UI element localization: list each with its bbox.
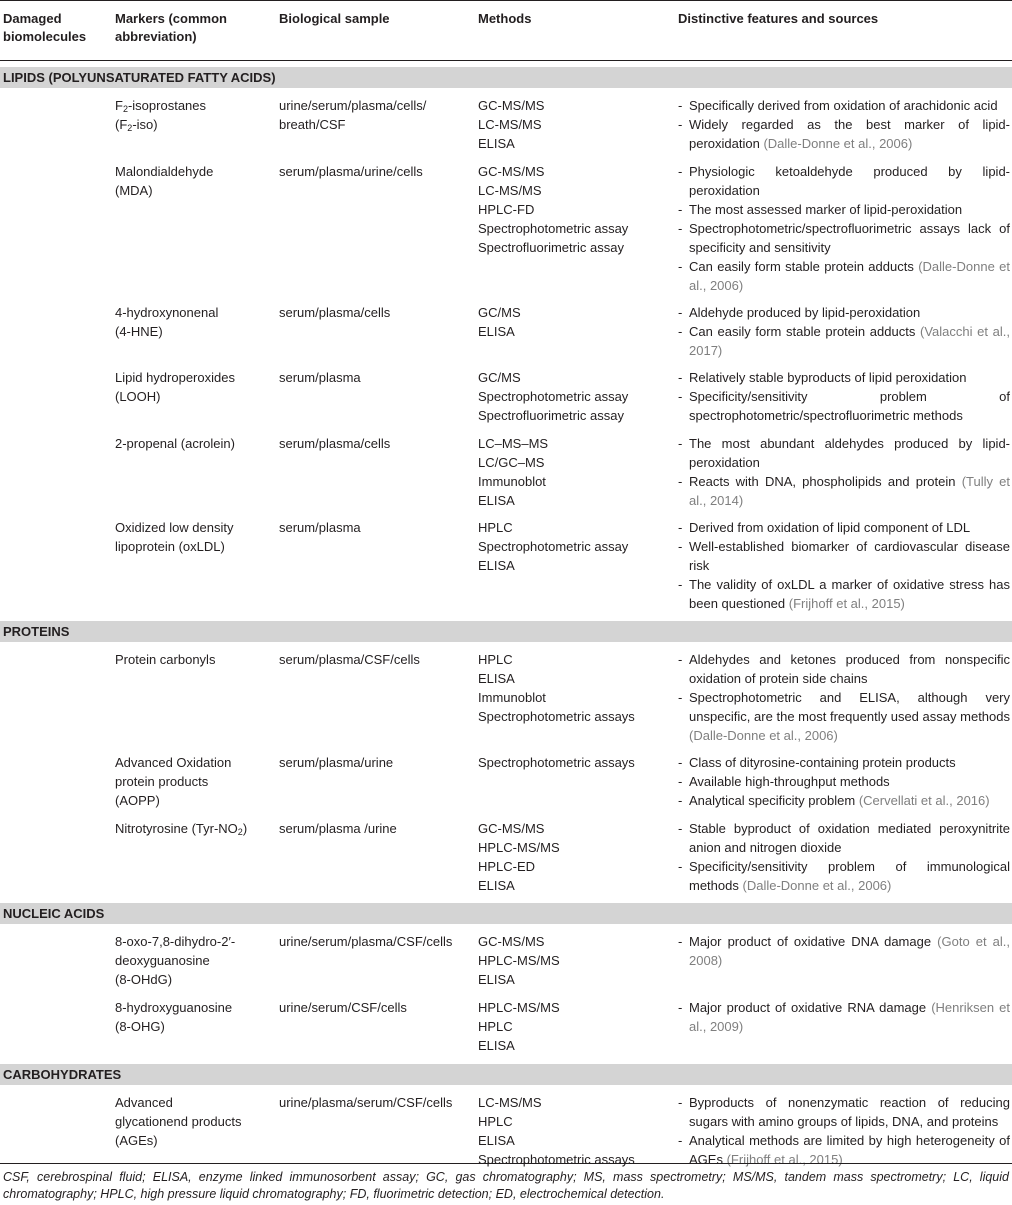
sample-cell: serum/plasma/urine [279,755,394,770]
method-item: GC/MS [478,370,521,385]
citation-link[interactable]: (Tully et al., 2014) [689,474,1011,508]
feature-text: Reacts with DNA, phospholipids and protein [689,474,956,489]
method-item: HPLC-ED [478,859,536,874]
citation-link[interactable]: (Dalle-Donne et al., 2006) [689,728,838,743]
marker-line: deoxyguanosine [115,953,210,968]
feature-item: - Relatively stable byproducts of lipid peroxidation [678,370,967,385]
method-item: Spectrofluorimetric assay [478,240,624,255]
sample-cell: serum/plasma [279,370,361,385]
citation-link[interactable]: (Dalle-Donne et al., 2006) [763,136,913,151]
feature-item: - Available high-throughput methods [678,774,890,789]
feature-text: Aldehyde produced by lipid-peroxidation [689,305,921,320]
marker-cell [115,932,275,989]
method-item: GC/MS [478,305,521,320]
method-item: ELISA [478,878,515,893]
method-item: Spectrophotometric assay [478,221,629,236]
method-item: ELISA [478,324,515,339]
method-item: ELISA [478,1038,515,1053]
method-item: HPLC-MS/MS [478,953,560,968]
sample-cell: urine/serum/plasma/cells/ breath/CSF [279,98,427,132]
method-item: HPLC [478,652,513,667]
feature-text: Can easily form stable protein adducts [689,259,914,274]
marker-line: 4-hydroxynonenal [115,305,219,320]
sample-cell: urine/serum/plasma/CSF/cells [279,934,453,949]
features-cell [678,819,1010,895]
table-row [0,650,1012,753]
sample-cell: serum/plasma/urine/cells [279,164,423,179]
marker-line: protein products [115,774,209,789]
feature-text: Spectrophotometric and ELISA, although very unspecific, are the most frequently used assay methods [689,690,1010,724]
header-methods: Methods [478,11,532,26]
method-item: ELISA [478,1133,515,1148]
marker-cell [115,303,275,341]
method-item: Spectrophotometric assays [478,755,635,770]
method-item: HPLC [478,1019,513,1034]
feature-item: - Spectrophotometric and ELISA, although very unspecific, are the most frequently used assay methods (Dalle-Donne et al., 2006) [678,690,1010,743]
marker-line: (MDA) [115,183,153,198]
section-heading: NUCLEIC ACIDS [0,903,1012,924]
table-row [0,819,1012,903]
table-row [0,932,1012,998]
features-cell [678,650,1010,745]
feature-text: Spectrophotometric/spectrofluorimetric assays lack of specificity and sensitivity [689,221,1010,255]
marker-line: (8-OHdG) [115,972,173,987]
feature-text: Major product of oxidative RNA damage [689,1000,927,1015]
feature-item: - Spectrophotometric/spectrofluorimetric assays lack of specificity and sensitivity [678,221,1010,255]
table-row [0,303,1012,368]
features-cell [678,1093,1010,1169]
method-item: HPLC [478,520,513,535]
features-cell [678,753,1010,810]
feature-item: - Widely regarded as the best marker of lipid-peroxidation (Dalle-Donne et al., 2006) [678,117,1010,151]
method-item: GC-MS/MS [478,164,545,179]
marker-line: $(F_2-iso)$ [115,117,158,133]
feature-text: Relatively stable byproducts of lipid peroxidation [689,370,967,385]
methods-cell [478,998,668,1055]
features-cell [678,998,1010,1036]
methods-cell [478,368,668,425]
feature-text: Major product of oxidative DNA damage [689,934,932,949]
citation-link[interactable]: (Valacchi et al., 2017) [689,324,1010,358]
method-item: HPLC [478,1114,513,1129]
table-row [0,368,1012,434]
feature-text: Byproducts of nonenzymatic reaction of reducing sugars with amino groups of lipids, DNA, and proteins [689,1095,1010,1129]
marker-line: $F_2$-isoprostanes [115,98,207,114]
method-item: LC/GC–MS [478,455,545,470]
section-heading: LIPIDS (POLYUNSATURATED FATTY ACIDS) [0,67,1012,88]
feature-text: Available high-throughput methods [689,774,890,789]
method-item: LC-MS/MS [478,1095,542,1110]
table-row [0,518,1012,621]
marker-line: Oxidized low density [115,520,234,535]
method-item: Spectrophotometric assay [478,539,629,554]
features-cell [678,434,1010,510]
methods-cell [478,96,668,153]
citation-link[interactable]: (Frijhoff et al., 2015) [726,1152,843,1167]
feature-text: Analytical specificity problem [689,793,856,808]
citation-link[interactable]: (Cervellati et al., 2016) [858,793,990,808]
method-item: ELISA [478,136,515,151]
citation-link[interactable]: (Frijhoff et al., 2015) [788,596,905,611]
marker-cell [115,819,275,838]
table-row [0,162,1012,303]
features-cell [678,303,1010,360]
methods-cell [478,932,668,989]
feature-text: Specificity/sensitivity problem of spectrophotometric/spectrofluorimetric methods [689,389,1010,423]
sample-cell: urine/serum/CSF/cells [279,1000,407,1015]
feature-item: - Stable byproduct of oxidation mediated peroxynitrite anion and nitrogen dioxide [678,821,1010,855]
method-item: Spectrophotometric assays [478,709,635,724]
feature-item: - The most abundant aldehydes produced by lipid-peroxidation [678,436,1010,470]
marker-cell [115,753,275,810]
feature-text: Well-established biomarker of cardiovascular disease risk [689,539,1010,573]
features-cell [678,518,1010,613]
feature-item: - Well-established biomarker of cardiovascular disease risk [678,539,1010,573]
feature-item: - Analytical methods are limited by high heterogeneity of AGEs (Frijhoff et al., 2015) [678,1133,1010,1167]
marker-cell [115,162,275,200]
marker-line: Advanced Oxidation [115,755,232,770]
method-item: GC-MS/MS [478,934,545,949]
feature-text: Specificity/sensitivity problem of immunological methods [689,859,1010,893]
feature-item: - Derived from oxidation of lipid component of LDL [678,520,971,535]
feature-item: - Major product of oxidative DNA damage (Goto et al., 2008) [678,934,1010,968]
header-markers: Markers (common abbreviation) [115,11,227,44]
methods-cell [478,162,668,257]
citation-link[interactable]: (Goto et al., 2008) [689,934,1010,968]
marker-cell [115,368,275,406]
section-heading: CARBOHYDRATES [0,1064,1012,1085]
methods-cell [478,518,668,575]
table-row [0,753,1012,819]
sample-cell: serum/plasma/cells [279,436,391,451]
feature-item: - Aldehyde produced by lipid-peroxidation [678,305,921,320]
marker-cell [115,518,275,556]
table-body [0,67,1012,1177]
feature-text: Stable byproduct of oxidation mediated peroxynitrite anion and nitrogen dioxide [689,821,1010,855]
features-cell [678,162,1010,295]
feature-item: - Physiologic ketoaldehyde produced by lipid-peroxidation [678,164,1010,198]
sample-cell: serum/plasma/CSF/cells [279,652,420,667]
feature-text: Specifically derived from oxidation of arachidonic acid [689,98,998,113]
method-item: ELISA [478,558,515,573]
method-item: ELISA [478,493,515,508]
marker-cell [115,96,275,134]
feature-item: - Specificity/sensitivity problem of spectrophotometric/spectrofluorimetric methods [678,389,1010,423]
table-header [0,0,1012,61]
method-item: Spectrofluorimetric assay [478,408,624,423]
feature-item: - Can easily form stable protein adducts (Dalle-Donne et al., 2006) [678,259,1010,293]
marker-cell [115,650,275,669]
method-item: Immunoblot [478,690,546,705]
feature-item: - The most assessed marker of lipid-peroxidation [678,202,963,217]
method-item: HPLC-MS/MS [478,1000,560,1015]
methods-cell [478,434,668,510]
table-footnote: CSF, cerebrospinal fluid; ELISA, enzyme linked immunosorbent assay; GC, gas chromatography; MS, mass spectrometry; MS/MS, tandem mass spectrometry; LC, liquid chromatography; HPLC, high pressure liquid chromatography; FD, fluorimetric detection; ED, electrochemical detection. [0,1163,1012,1203]
marker-line: Advanced [115,1095,173,1110]
marker-line: 2-propenal (acrolein) [115,436,235,451]
sample-cell: serum/plasma [279,520,361,535]
marker-cell [115,434,275,453]
methods-cell [478,819,668,895]
method-item: Spectrophotometric assays [478,1152,635,1167]
marker-line: (4-HNE) [115,324,163,339]
feature-text: Physiologic ketoaldehyde produced by lipid-peroxidation [689,164,1010,198]
marker-line: Nitrotyrosine $(Tyr-NO_2)$ [115,821,248,837]
feature-item: - Byproducts of nonenzymatic reaction of reducing sugars with amino groups of lipids, DNA, and proteins [678,1095,1010,1129]
section-heading: PROTEINS [0,621,1012,642]
feature-text: Analytical methods are limited by high heterogeneity of AGEs [689,1133,1010,1167]
sample-cell: urine/plasma/serum/CSF/cells [279,1095,453,1110]
marker-line: glycationend products [115,1114,242,1129]
table-row [0,96,1012,162]
marker-line: (AGEs) [115,1133,158,1148]
marker-line: Protein carbonyls [115,652,216,667]
marker-line: 8-oxo-7,8-dihydro-2′- [115,934,236,949]
header-damaged-biomolecules: Damaged biomolecules [3,11,87,44]
methods-cell [478,753,668,772]
method-item: Spectrophotometric assay [478,389,629,404]
citation-link[interactable]: (Dalle-Donne et al., 2006) [742,878,892,893]
feature-text: Aldehydes and ketones produced from nonspecific oxidation of protein side chains [689,652,1010,686]
feature-item: - Specifically derived from oxidation of arachidonic acid [678,98,998,113]
marker-cell [115,1093,275,1150]
sample-cell: serum/plasma/cells [279,305,391,320]
feature-item: - Analytical specificity problem (Cervellati et al., 2016) [678,793,990,808]
marker-line: Malondialdehyde [115,164,214,179]
methods-cell [478,650,668,726]
marker-cell [115,998,275,1036]
feature-item: - The validity of oxLDL a marker of oxidative stress has been questioned (Frijhoff et al., 2015) [678,577,1010,611]
feature-text: The most assessed marker of lipid-peroxidation [689,202,963,217]
method-item: LC–MS–MS [478,436,549,451]
feature-item: - Class of dityrosine-containing protein products [678,755,956,770]
citation-link[interactable]: (Henriksen et al., 2009) [689,1000,1010,1034]
feature-text: Can easily form stable protein adducts [689,324,916,339]
header-features-sources: Distinctive features and sources [678,11,879,26]
method-item: LC-MS/MS [478,117,542,132]
method-item: ELISA [478,972,515,987]
table-row [0,998,1012,1064]
methods-cell [478,1093,668,1169]
header-biological-sample: Biological sample [279,11,390,26]
feature-text: Class of dityrosine-containing protein products [689,755,956,770]
feature-item: - Major product of oxidative RNA damage (Henriksen et al., 2009) [678,1000,1010,1034]
marker-line: (LOOH) [115,389,161,404]
method-item: ELISA [478,671,515,686]
marker-line: lipoprotein (oxLDL) [115,539,225,554]
feature-text: The validity of oxLDL a marker of oxidative stress has been questioned [689,577,1010,611]
marker-line: (AOPP) [115,793,160,808]
feature-item: - Reacts with DNA, phospholipids and protein (Tully et al., 2014) [678,474,1011,508]
features-cell [678,932,1010,970]
features-cell [678,368,1010,425]
method-item: GC-MS/MS [478,98,545,113]
method-item: HPLC-MS/MS [478,840,560,855]
feature-item: - Specificity/sensitivity problem of immunological methods (Dalle-Donne et al., 2006) [678,859,1010,893]
marker-line: (8-OHG) [115,1019,165,1034]
marker-line: 8-hydroxyguanosine [115,1000,233,1015]
method-item: Immunoblot [478,474,546,489]
citation-link[interactable]: (Dalle-Donne et al., 2006) [689,259,1010,293]
method-item: LC-MS/MS [478,183,542,198]
sample-cell: serum/plasma /urine [279,821,397,836]
method-item: HPLC-FD [478,202,535,217]
feature-text: The most abundant aldehydes produced by lipid-peroxidation [689,436,1010,470]
feature-text: Derived from oxidation of lipid component of LDL [689,520,971,535]
feature-item: - Aldehydes and ketones produced from nonspecific oxidation of protein side chains [678,652,1010,686]
method-item: GC-MS/MS [478,821,545,836]
methods-cell [478,303,668,341]
feature-text: Widely regarded as the best marker of lipid-peroxidation [689,117,1010,151]
marker-line: Lipid hydroperoxides [115,370,235,385]
features-cell [678,96,1010,153]
table-row [0,434,1012,518]
feature-item: - Can easily form stable protein adducts (Valacchi et al., 2017) [678,324,1010,358]
